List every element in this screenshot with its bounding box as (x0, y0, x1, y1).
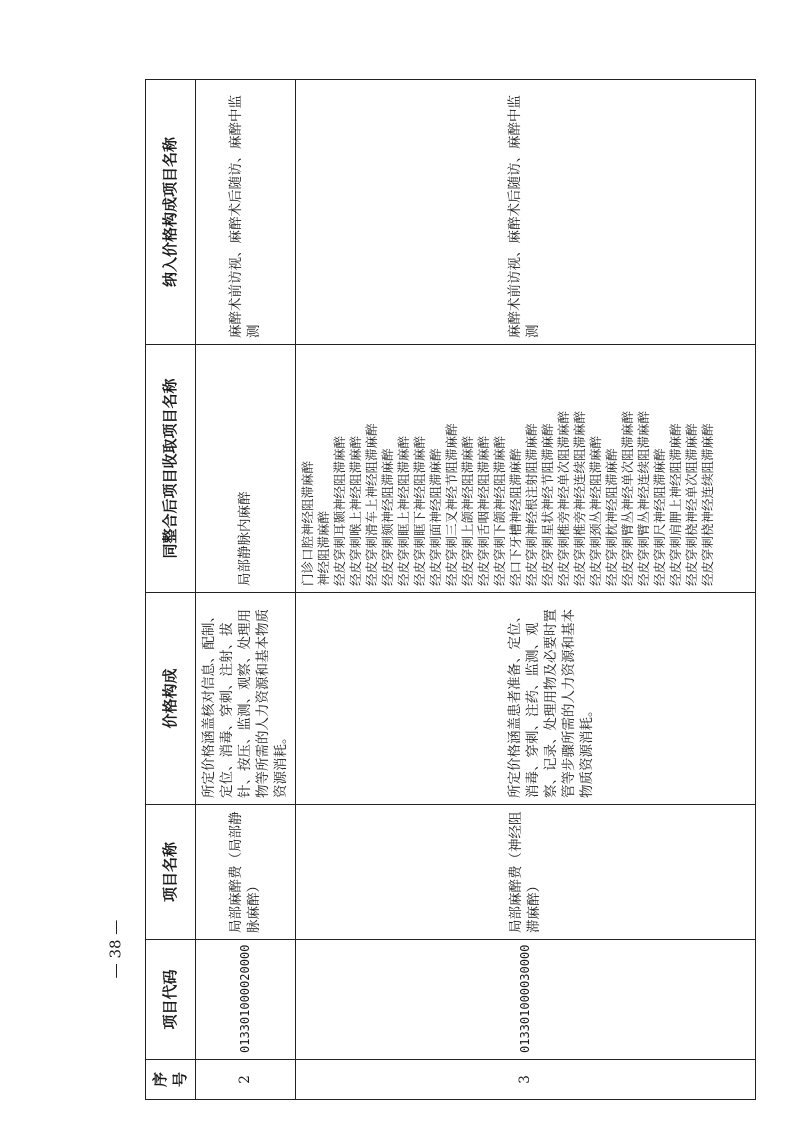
merged-item: 经皮穿刺滑车上神经阻滞麻醉 (363, 423, 379, 586)
merged-item: 经皮穿刺耳颞神经阻滞麻醉 (331, 435, 347, 586)
merged-item: 经皮穿刺颏神经阻滞麻醉 (379, 448, 395, 586)
row-name: 局部麻醉费（局部静脉麻醉） (195, 805, 295, 940)
row-seq: 3 (295, 1060, 755, 1100)
header-composition: 价格构成 (146, 593, 196, 805)
row-composition-text: 所定价格涵盖患者准备、定位、消毒、穿刺、注药、监测、观察、记录、处理用物及必要时置管等步骤所需的人力资源和基本物质资源消耗。 (506, 609, 596, 798)
row-merged (195, 345, 295, 593)
merged-item: 经皮穿刺颈丛神经阻滞麻醉 (587, 435, 603, 586)
row-composition: 所定价格涵盖核对信息、配制、定位、消毒、穿刺、注射、拔针、按压、监测、观察、处理用物等所需的人力资源和基本物质资源消耗。 (195, 593, 295, 805)
merged-item: 局部静脉内麻醉 (236, 491, 253, 586)
merged-item: 经皮穿刺尺神经阻滞麻醉 (651, 448, 667, 586)
page-number-text: — 38 — (106, 919, 125, 979)
header-merged: 同整合后项目收取项目名称 (146, 345, 196, 593)
merged-item: 经皮穿刺上颌神经阻滞麻醉 (459, 435, 475, 586)
merged-item: 经皮穿刺下颌神经阻滞麻醉 (491, 435, 507, 586)
merged-item: 神经阻滞麻醉 (315, 510, 331, 586)
row-composition (295, 593, 755, 805)
row-merged (295, 345, 755, 593)
table-header-row (146, 80, 196, 1100)
merged-item: 经皮穿刺星状神经节阻滞麻醉 (539, 423, 555, 586)
merged-item: 经皮穿刺眶下神经阻滞麻醉 (411, 435, 427, 586)
row-code: 013301000030000 (295, 940, 755, 1060)
merged-item: 经皮穿刺舌咽神经阻滞麻醉 (475, 435, 491, 586)
merged-item: 经皮穿刺肩胛上神经阻滞麻醉 (667, 423, 683, 586)
row-included-text: 麻醉术前访视、麻醉术后随访、麻醉中监测 (506, 95, 541, 338)
row-code: 013301000020000 (195, 940, 295, 1060)
merged-item: 经皮穿刺枕神经阻滞麻醉 (603, 448, 619, 586)
merged-item: 经皮穿刺面神经阻滞麻醉 (427, 448, 443, 586)
table-row (295, 80, 755, 1100)
price-table (145, 79, 756, 1100)
merged-item: 经皮穿刺臂丛神经单次阻滞麻醉 (619, 410, 635, 586)
row-seq: 2 (195, 1060, 295, 1100)
merged-item: 经皮穿刺椎旁神经单次阻滞麻醉 (555, 410, 571, 586)
merged-item: 经皮穿刺喉上神经阻滞麻醉 (347, 435, 363, 586)
merged-item: 经皮穿刺桡神经连续阻滞麻醉 (699, 423, 715, 586)
rotated-table-container (145, 80, 745, 1100)
merged-item: 经皮穿刺眶上神经阻滞麻醉 (395, 435, 411, 586)
header-name: 项目名称 (146, 805, 196, 940)
header-included: 纳入价格构成项目名称 (146, 80, 196, 345)
merged-item: 门诊口腔神经阻滞麻醉 (299, 460, 315, 586)
row-name: 局部麻醉费（神经阻滞麻醉） (295, 805, 755, 940)
merged-item: 经皮穿刺椎旁神经连续阻滞麻醉 (571, 410, 587, 586)
header-seq: 序号 (146, 1060, 196, 1100)
header-code: 项目代码 (146, 940, 196, 1060)
merged-item: 经皮穿刺桡神经单次阻滞麻醉 (683, 423, 699, 586)
merged-item: 经皮穿刺三叉神经节阻滞麻醉 (443, 423, 459, 586)
merged-item: 经皮穿刺臂丛神经连续阻滞麻醉 (635, 410, 651, 586)
merged-item: 经皮穿刺神经根注射阻滞麻醉 (523, 423, 539, 586)
merged-item: 经口下牙槽神经阻滞麻醉 (507, 448, 523, 586)
table-row (195, 80, 295, 1100)
page-number (96, 920, 136, 980)
row-included: 麻醉术前访视、麻醉术后随访、麻醉中监测 (195, 80, 295, 345)
row-included (295, 80, 755, 345)
